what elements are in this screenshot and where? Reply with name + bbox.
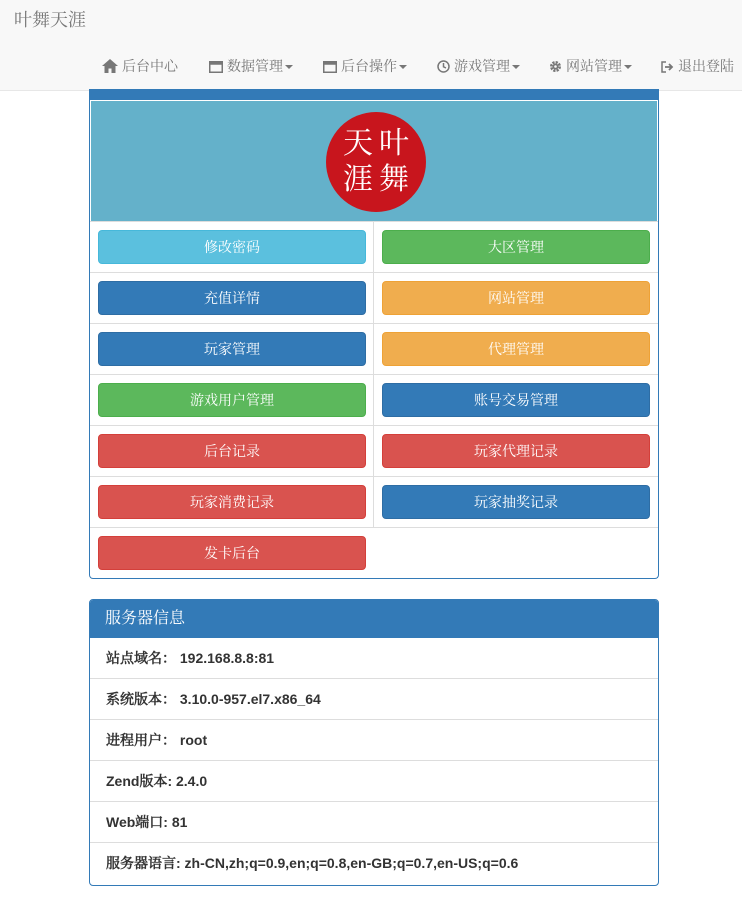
site-logo-seal [326, 112, 426, 212]
nav-label: 游戏管理 [454, 58, 510, 74]
button-cell [374, 324, 658, 374]
button-cell [90, 528, 374, 578]
gear-icon [549, 60, 562, 73]
button-cell [374, 222, 658, 272]
account-trade-management-button[interactable]: 账号交易管理 [382, 383, 650, 417]
logout-icon [661, 61, 674, 73]
info-zend-version: Zend版本: 2.4.0 [90, 761, 658, 802]
region-management-button[interactable]: 大区管理 [382, 230, 650, 264]
backend-log-button[interactable]: 后台记录 [98, 434, 366, 468]
site-management-button[interactable]: 网站管理 [382, 281, 650, 315]
logo-char: 涯 [343, 162, 373, 197]
button-row [90, 323, 658, 374]
agent-management-button[interactable]: 代理管理 [382, 332, 650, 366]
server-info-list [90, 638, 658, 884]
management-panel [89, 89, 659, 579]
game-user-management-button[interactable]: 游戏用户管理 [98, 383, 366, 417]
nav-item-logout[interactable] [661, 56, 734, 76]
button-cell [374, 375, 658, 425]
caret-down-icon [624, 65, 632, 69]
logo-char: 舞 [379, 162, 409, 197]
window-icon [323, 61, 337, 73]
server-info-panel [89, 599, 659, 886]
nav-label: 后台操作 [341, 58, 397, 74]
nav-label: 数据管理 [227, 58, 283, 74]
player-management-button[interactable]: 玩家管理 [98, 332, 366, 366]
button-row [90, 425, 658, 476]
logo-banner [91, 101, 657, 221]
player-agent-log-button[interactable]: 玩家代理记录 [382, 434, 650, 468]
nav-item-game-management[interactable] [437, 56, 520, 76]
button-cell [90, 375, 374, 425]
brand-title[interactable]: 叶舞天涯 [14, 10, 86, 30]
caret-down-icon [512, 65, 520, 69]
home-icon [102, 59, 118, 73]
button-row [90, 527, 658, 578]
button-cell [90, 273, 374, 323]
button-row [90, 221, 658, 272]
recharge-details-button[interactable]: 充值详情 [98, 281, 366, 315]
info-server-language: 服务器语言: zh-CN,zh;q=0.9,en;q=0.8,en-GB;q=0.7,en-US;q=0.6 [106, 855, 519, 871]
player-lottery-log-button[interactable]: 玩家抽奖记录 [382, 485, 650, 519]
button-cell [374, 477, 658, 527]
info-site-domain: 站点域名： 192.168.8.8:81 [90, 638, 658, 679]
logo-char: 叶 [379, 126, 409, 161]
button-cell [90, 222, 374, 272]
clock-icon [437, 60, 450, 73]
caret-down-icon [399, 65, 407, 69]
button-cell [374, 273, 658, 323]
button-cell [90, 324, 374, 374]
nav-item-site-management[interactable] [549, 56, 632, 76]
caret-down-icon [285, 65, 293, 69]
nav-label: 后台中心 [122, 58, 178, 74]
button-cell [90, 477, 374, 527]
nav-label: 网站管理 [566, 58, 622, 74]
nav-item-home[interactable] [102, 56, 178, 76]
button-row [90, 272, 658, 323]
panel-header-bar [90, 89, 658, 100]
button-cell [90, 426, 374, 476]
nav-item-backend-ops[interactable] [323, 56, 407, 76]
button-cell [374, 426, 658, 476]
change-password-button[interactable]: 修改密码 [98, 230, 366, 264]
main-nav [0, 56, 742, 76]
info-system-version: 系统版本： 3.10.0-957.el7.x86_64 [90, 679, 658, 720]
nav-label: 退出登陆 [678, 58, 734, 74]
info-web-port: Web端口: 81 [90, 802, 658, 843]
button-row [90, 374, 658, 425]
logo-char: 天 [343, 126, 373, 161]
button-row [90, 476, 658, 527]
info-process-user: 进程用户： root [90, 720, 658, 761]
nav-item-data-management[interactable] [209, 56, 293, 76]
window-icon [209, 61, 223, 73]
player-spending-log-button[interactable]: 玩家消费记录 [98, 485, 366, 519]
action-button-grid [90, 221, 658, 578]
top-navbar [0, 0, 742, 91]
server-info-title: 服务器信息 [90, 600, 658, 638]
card-issuing-backend-button[interactable]: 发卡后台 [98, 536, 366, 570]
